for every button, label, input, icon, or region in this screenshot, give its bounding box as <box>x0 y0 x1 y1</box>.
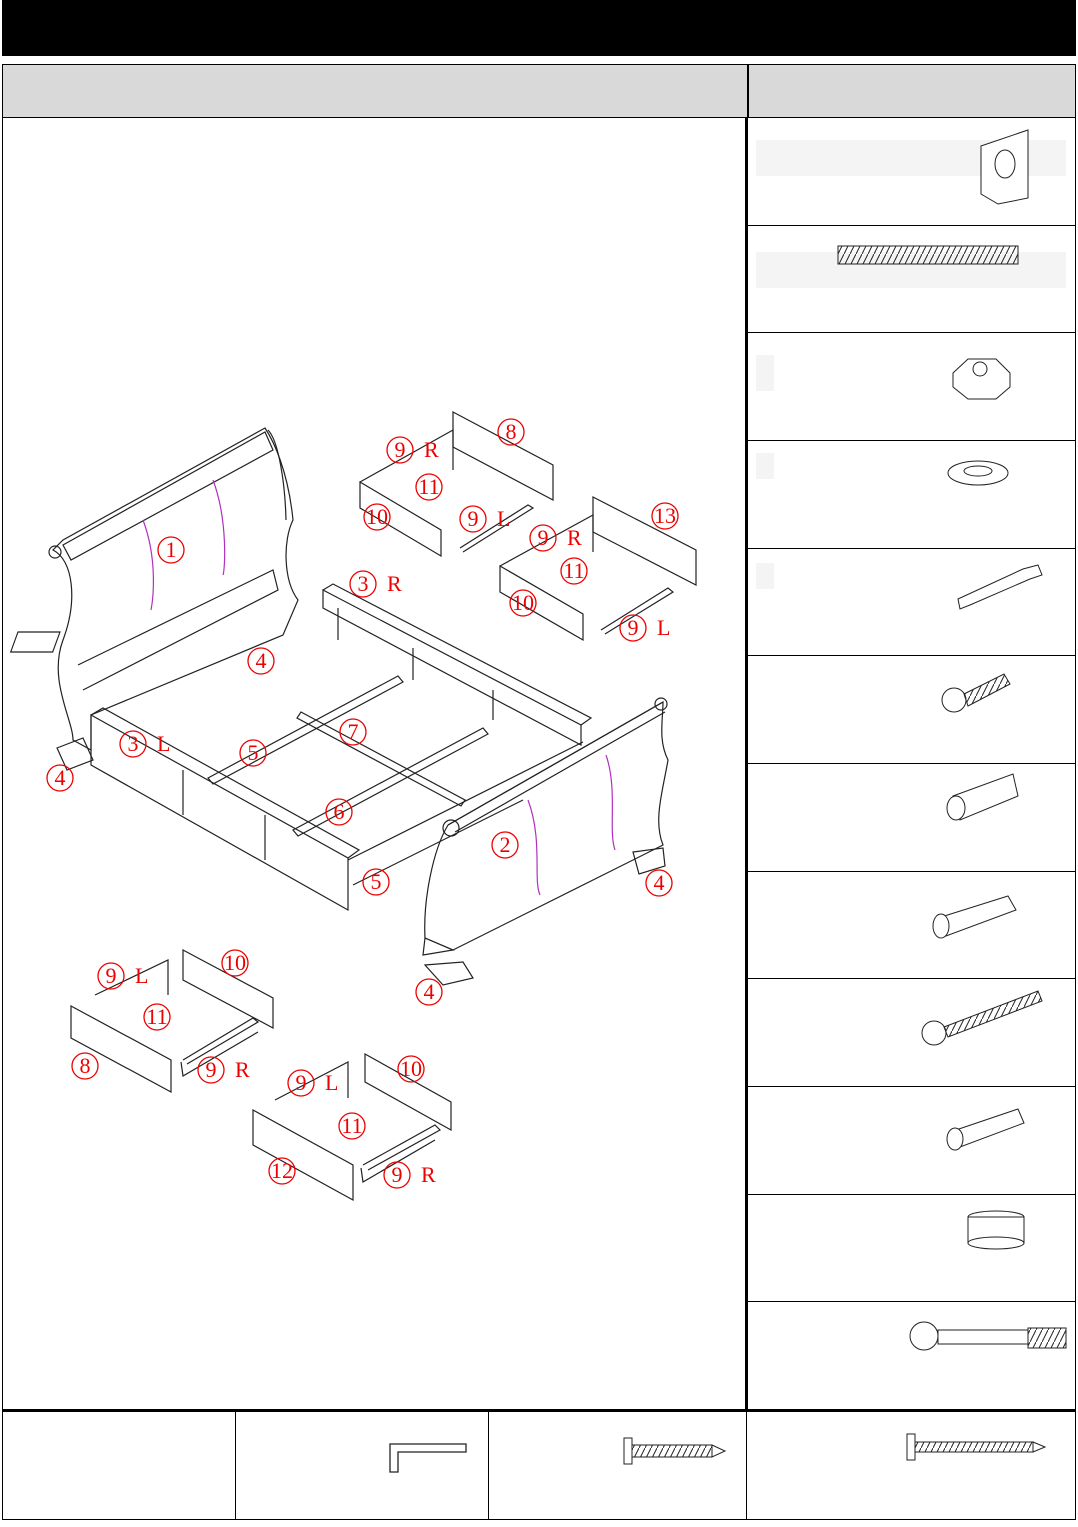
part-callout-9 <box>98 963 148 989</box>
bolt-icon <box>748 656 1078 764</box>
table-header <box>2 64 1076 118</box>
hardware-part-cell <box>746 656 1076 764</box>
callout-number: 4 <box>653 870 665 895</box>
part-callout-7 <box>340 719 366 745</box>
short-dowel-icon <box>748 1087 1078 1195</box>
cam-dowel-icon <box>748 1302 1078 1410</box>
callout-number: 1 <box>165 537 177 562</box>
hardware-list <box>746 118 1076 1410</box>
hex-nut-icon <box>748 333 1078 441</box>
part-callout-4 <box>248 648 274 674</box>
callout-number: 8 <box>505 419 517 444</box>
part-callout-9 <box>620 615 670 641</box>
callout-number: 10 <box>512 590 534 615</box>
callout-number: 11 <box>341 1113 363 1138</box>
callout-number: 5 <box>247 740 259 765</box>
part-callout-4 <box>416 979 442 1005</box>
hardware-part-cell <box>746 764 1076 872</box>
callout-number: 10 <box>366 504 388 529</box>
callout-number: 8 <box>79 1053 91 1078</box>
part-callout-9 <box>384 1162 436 1188</box>
callout-side: R <box>421 1162 436 1187</box>
callout-side: L <box>497 506 511 531</box>
bed-exploded-view <box>3 118 747 1410</box>
bottom-part-cell <box>2 1410 236 1520</box>
part-callout-8 <box>72 1053 98 1079</box>
barrel-nut-icon <box>748 764 1078 872</box>
part-callout-11 <box>561 558 587 584</box>
callout-number: 10 <box>224 950 246 975</box>
cam-lock-icon <box>748 118 1078 226</box>
callout-number: 7 <box>347 719 359 744</box>
callout-side: L <box>157 731 171 756</box>
hardware-part-cell <box>746 979 1076 1087</box>
callout-side: R <box>424 437 439 462</box>
part-callout-4 <box>47 765 73 791</box>
callout-number: 11 <box>418 474 440 499</box>
part-callout-10 <box>222 950 248 976</box>
hardware-part-cell <box>746 549 1076 657</box>
part-callout-6 <box>326 799 352 825</box>
threaded-rod-icon <box>748 226 1078 334</box>
hardware-part-cell <box>746 1302 1076 1410</box>
part-callout-11 <box>339 1113 365 1139</box>
part-callout-2 <box>492 832 518 858</box>
callout-number: 5 <box>370 869 382 894</box>
callout-side: L <box>657 615 671 640</box>
bottom-hardware-row <box>2 1410 1076 1520</box>
callout-side: L <box>135 963 149 988</box>
callout-side: L <box>325 1070 339 1095</box>
callout-number: 13 <box>654 503 676 528</box>
bottom-part-cell <box>488 1410 747 1520</box>
callout-layer <box>47 419 678 1188</box>
hardware-part-cell <box>746 441 1076 549</box>
part-callout-8 <box>498 419 524 445</box>
wood-dowel-icon <box>748 872 1078 980</box>
header-divider <box>747 65 749 117</box>
part-callout-5 <box>363 869 389 895</box>
callout-number: 3 <box>127 731 139 756</box>
hardware-part-cell <box>746 118 1076 226</box>
bottom-part-cell <box>746 1410 1076 1520</box>
side-rail-right <box>323 584 591 745</box>
callout-number: 9 <box>467 506 479 531</box>
callout-number: 9 <box>627 615 639 640</box>
callout-number: 10 <box>400 1056 422 1081</box>
callout-number: 4 <box>54 765 66 790</box>
hardware-part-cell <box>746 333 1076 441</box>
part-callout-10 <box>510 590 536 616</box>
allen-key-icon <box>236 1412 490 1522</box>
part-callout-9 <box>460 506 510 532</box>
callout-number: 9 <box>295 1070 307 1095</box>
hardware-part-cell <box>746 1195 1076 1303</box>
part-callout-11 <box>144 1004 170 1030</box>
part-callout-10 <box>398 1056 424 1082</box>
callout-number: 4 <box>423 979 435 1004</box>
callout-number: 2 <box>499 832 511 857</box>
callout-number: 9 <box>205 1057 217 1082</box>
callout-number: 4 <box>255 648 267 673</box>
headboard <box>11 428 298 770</box>
callout-number: 12 <box>271 1158 293 1183</box>
callout-number: 9 <box>391 1162 403 1187</box>
long-bolt-icon <box>748 979 1078 1087</box>
long-screw-icon <box>747 1412 1077 1522</box>
part-callout-9 <box>530 525 582 551</box>
callout-number: 11 <box>146 1004 168 1029</box>
part-callout-3 <box>350 571 402 597</box>
part-callout-9 <box>387 437 439 463</box>
part-callout-9 <box>198 1057 250 1083</box>
wrench-icon <box>748 549 1078 657</box>
callout-number: 6 <box>333 799 345 824</box>
callout-side: R <box>387 571 402 596</box>
bottom-part-cell <box>235 1410 489 1520</box>
hardware-part-cell <box>746 872 1076 980</box>
part-callout-3 <box>120 731 170 757</box>
part-callout-4 <box>646 870 672 896</box>
part-callout-13 <box>652 503 678 529</box>
title-bar <box>2 0 1076 56</box>
part-callout-9 <box>288 1070 338 1096</box>
callout-number: 9 <box>537 525 549 550</box>
hardware-part-cell <box>746 1087 1076 1195</box>
callout-number: 9 <box>394 437 406 462</box>
callout-side: R <box>567 525 582 550</box>
callout-number: 11 <box>563 558 585 583</box>
assembly-diagram-panel <box>2 118 746 1410</box>
callout-number: 9 <box>105 963 117 988</box>
short-screw-icon <box>489 1412 748 1522</box>
part-callout-5 <box>240 740 266 766</box>
part-callout-1 <box>158 537 184 563</box>
callout-side: R <box>235 1057 250 1082</box>
part-callout-12 <box>269 1158 295 1184</box>
hardware-part-cell <box>746 226 1076 334</box>
part-callout-10 <box>364 504 390 530</box>
cam-fitting-icon <box>748 1195 1078 1303</box>
lock-washer-icon <box>748 441 1078 549</box>
part-callout-11 <box>416 474 442 500</box>
callout-number: 3 <box>357 571 369 596</box>
